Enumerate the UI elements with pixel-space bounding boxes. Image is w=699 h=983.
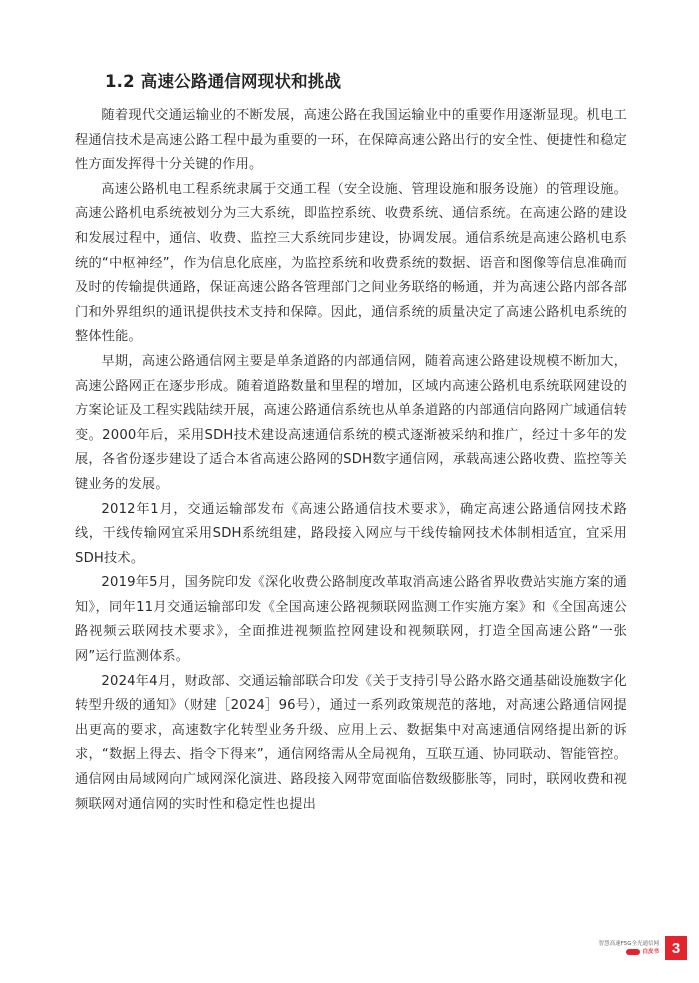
- paragraph-6: 2024年4月，财政部、交通运输部联合印发《关于支持引导公路水路交通基础设施数字化转型升级的通知》（财建［2024］96号），通过一系列政策规范的落地，对高速公路通信网提出更高的要求，高速数字化转型业务升级、应用上云、数据集中对高速通信网络提出新的诉求，“数据上得去、指令下得来”，通信网络需从全局视角，互联互通、协同联动、智能管控。通信网由局域网向广域网深化演进、路段接入网带宽面临倍数级膨胀等，同时，联网收费和视频联网对通信网的实时性和稳定性也提出: [75, 673, 627, 812]
- page-footer: [599, 936, 687, 960]
- footer-brand-sub: 白皮书: [642, 949, 659, 955]
- brand-logo-icon: [626, 949, 640, 955]
- footer-logo-row: [626, 948, 659, 956]
- footer-brand-line: 智慧高速F5G全光通信网: [598, 941, 659, 947]
- paragraph-2: 高速公路机电工程系统隶属于交通工程（安全设施、管理设施和服务设施）的管理设施。高速公路机电系统被划分为三大系统，即监控系统、收费系统、通信系统。在高速公路的建设和发展过程中，通信、收费、监控三大系统同步建设，协调发展。通信系统是高速公路机电系统的“中枢神经”，作为信息化底座，为监控系统和收费系统的数据、语音和图像等信息准确而及时的传输提供通路，保证高速公路各管理部门之间业务联络的畅通，并为高速公路内部各部门和外界组织的通讯提供技术支持和保障。因此，通信系统的质量决定了高速公路机电系统的整体性能。: [75, 181, 627, 345]
- section-title: 1.2 高速公路通信网现状和挑战: [105, 72, 342, 91]
- footer-brand: [599, 940, 659, 956]
- document-body: [75, 66, 627, 817]
- paragraph-4: 2012年1月，交通运输部发布《高速公路通信技术要求》，确定高速公路通信网技术路线，干线传输网宜采用SDH系统组建，路段接入网应与干线传输网技术体制相适宜，宜采用SDH技术。: [75, 501, 627, 566]
- page-number: 3: [665, 936, 687, 960]
- paragraph-5: 2019年5月，国务院印发《深化收费公路制度改革取消高速公路省界收费站实施方案的通知》，同年11月交通运输部印发《全国高速公路视频联网监测工作实施方案》和《全国高速公路视频云联网技术要求》，全面推进视频监控网建设和视频联网，打造全国高速公路“一张网”运行监测体系。: [75, 575, 627, 665]
- paragraph-3: 早期，高速公路通信网主要是单条道路的内部通信网，随着高速公路建设规模不断加大，高速公路网正在逐步形成。随着道路数量和里程的增加，区域内高速公路机电系统联网建设的方案论证及工程实践陆续开展，高速公路通信系统也从单条道路的内部通信向路网广域通信转变。2000年后，采用SDH技术建设高速通信系统的模式逐渐被采纳和推广，经过十多年的发展，各省份逐步建设了适合本省高速公路网的SDH数字通信网，承载高速公路收费、监控等关键业务的发展。: [75, 353, 627, 492]
- paragraph-1: 随着现代交通运输业的不断发展，高速公路在我国运输业中的重要作用逐渐显现。机电工程通信技术是高速公路工程中最为重要的一环，在保障高速公路出行的安全性、便捷性和稳定性方面发挥得十分关键的作用。: [75, 108, 627, 173]
